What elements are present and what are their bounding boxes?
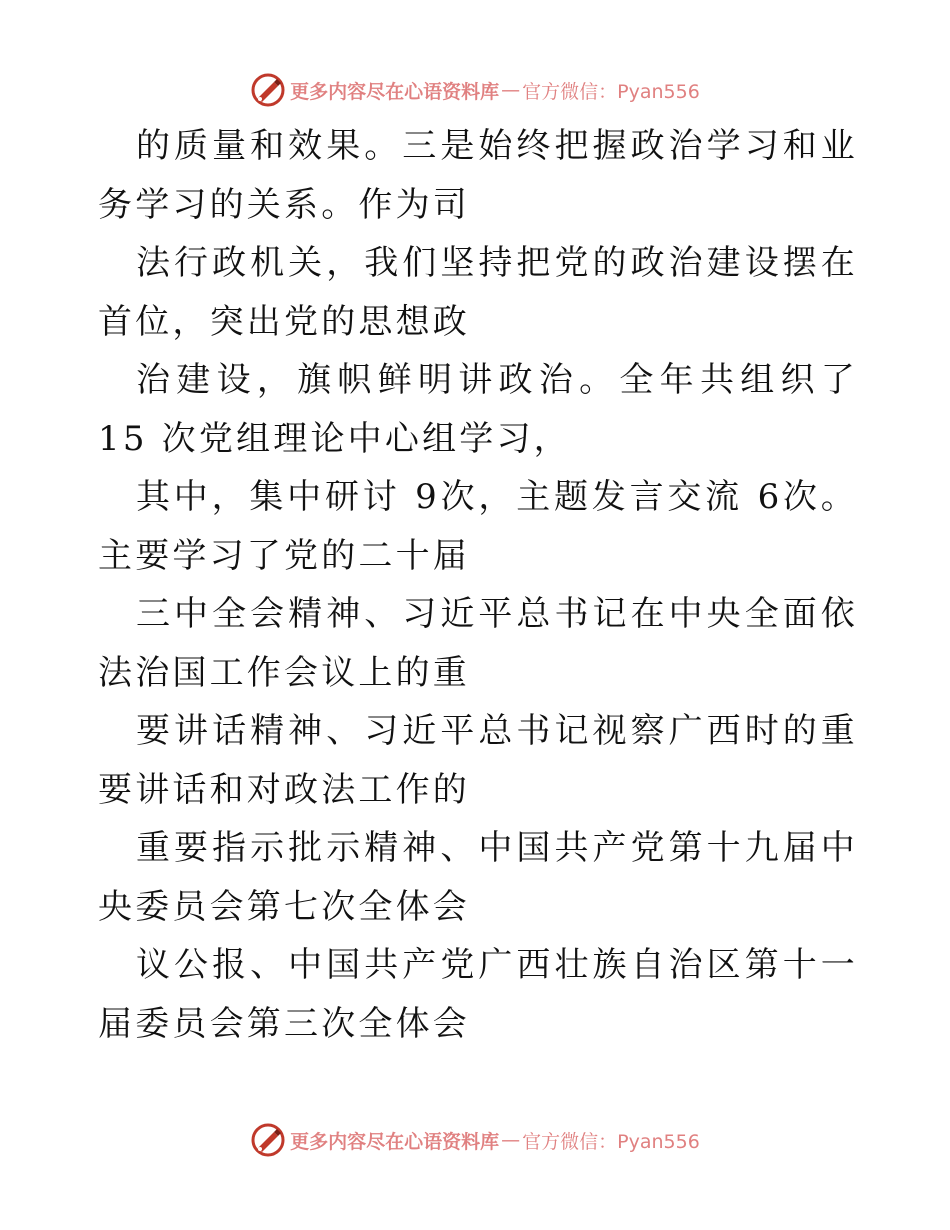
pen-logo-icon [250, 72, 286, 108]
paragraph: 治建设，旗帜鲜明讲政治。全年共组织了 15 次党组理论中心组学习， [98, 360, 858, 459]
watermark-wechat-text: 官方微信：Pyan556 [522, 1130, 700, 1153]
paragraph: 三中全会精神、习近平总书记在中央全面依法治国工作会议上的重 [98, 594, 858, 693]
watermark-wechat-text: 官方微信：Pyan556 [522, 80, 700, 103]
watermark-separator: — [501, 79, 521, 101]
paragraph: 重要指示批示精神、中国共产党第十九届中央委员会第七次全体会 [98, 828, 858, 927]
pen-logo-icon [250, 1122, 286, 1158]
header-watermark [0, 70, 950, 110]
paragraph: 议公报、中国共产党广西壮族自治区第十一届委员会第三次全体会 [98, 945, 858, 1044]
watermark-separator: — [501, 1129, 521, 1151]
footer-watermark [0, 1120, 950, 1160]
document-body [98, 117, 858, 1053]
paragraph: 的质量和效果。三是始终把握政治学习和业务学习的关系。作为司 [98, 126, 858, 225]
paragraph: 其中，集中研讨 9次，主题发言交流 6次。主要学习了党的二十届 [98, 477, 858, 576]
paragraph: 要讲话精神、习近平总书记视察广西时的重要讲话和对政法工作的 [98, 711, 858, 810]
watermark-site-text: 更多内容尽在心语资料库 [290, 80, 500, 103]
paragraph: 法行政机关，我们坚持把党的政治建设摆在首位，突出党的思想政 [98, 243, 858, 342]
watermark-site-text: 更多内容尽在心语资料库 [290, 1130, 500, 1153]
